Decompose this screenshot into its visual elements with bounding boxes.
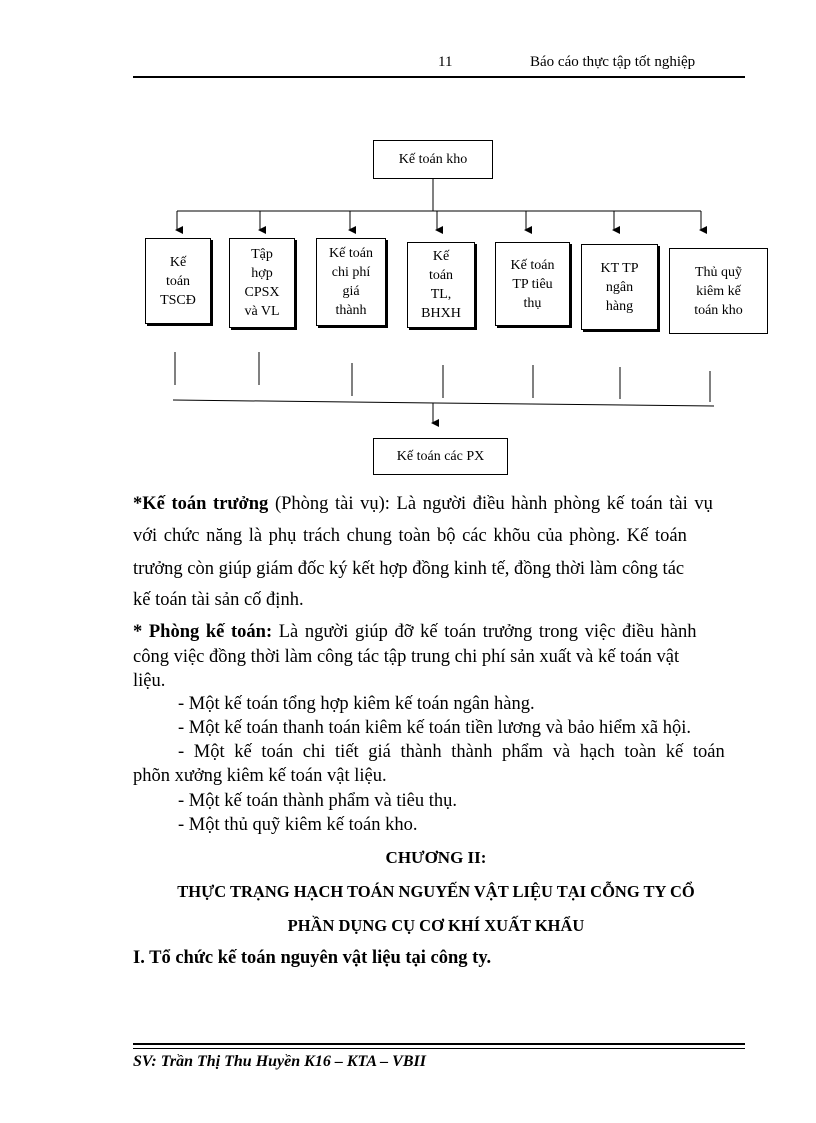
footer-rule-bottom	[133, 1048, 745, 1049]
box-ke-toan-chi-phi: Kế toán chi phí giá thành	[316, 238, 386, 326]
list-item: phõn xưởng kiêm kế toán vật liệu.	[133, 766, 387, 786]
list-item: - Một kế toán thành phẩm và tiêu thụ.	[178, 791, 457, 811]
para2-line1: * Phòng kế toán: Là người giúp đỡ kế toán trưởng trong việc điều hành	[133, 622, 697, 642]
box-ke-toan-tl-bhxh: Kế toán TL, BHXH	[407, 242, 475, 328]
list-item: - Một kế toán chi tiết giá thành thành phẩm và hạch toàn kế toán	[178, 742, 725, 762]
chapter-title-line1: THỰC TRẠNG HẠCH TOÁN NGUYẾN VẬT LIỆU TẠI CỖNG TY CỔ	[177, 882, 695, 901]
para1-line1: *Kế toán trưởng (Phòng tài vụ): Là người điều hành phòng kế toán tài vụ	[133, 494, 713, 514]
footer-rule-top	[133, 1043, 745, 1045]
box-ke-toan-tscd: Kế toán TSCĐ	[145, 238, 211, 324]
para1-line3: trưởng còn giúp giám đốc ký kết hợp đồng kinh tế, đồng thời làm công tác	[133, 559, 685, 579]
chapter-heading: CHƯƠNG II:	[385, 848, 487, 867]
box-ke-toan-cac-px: Kế toán các PX	[373, 438, 508, 475]
list-item: - Một thủ quỹ kiêm kế toán kho.	[178, 815, 418, 835]
box-tap-hop-cpsx: Tập hợp CPSX và VL	[229, 238, 295, 328]
para2-line3: liệu.	[133, 671, 166, 691]
chapter-title-line2: PHẦN DỤNG CỤ CƠ KHÍ XUẤT KHẨU	[287, 916, 585, 935]
header-title: Báo cáo thực tập tốt nghiệp	[530, 54, 696, 70]
box-thu-quy: Thủ quỹ kiêm kế toán kho	[669, 248, 768, 334]
page-number: 11	[438, 54, 453, 70]
para1-line2: với chức năng là phụ trách chung toàn bộ các khõu của phòng. Kế toán	[133, 526, 687, 546]
footer-text: SV: Trần Thị Thu Huyền K16 – KTA – VBII	[133, 1053, 426, 1070]
para1-line4: kế toán tài sản cố định.	[133, 590, 304, 610]
list-item: - Một kế toán thanh toán kiêm kế toán tiền lương và bảo hiểm xã hội.	[178, 718, 692, 738]
section-heading: I. Tổ chức kế toán nguyên vật liệu tại công ty.	[133, 948, 492, 968]
list-item: - Một kế toán tổng hợp kiêm kế toán ngân hàng.	[178, 694, 535, 714]
box-ke-toan-kho: Kế toán kho	[373, 140, 493, 179]
para2-line2: công việc đồng thời làm công tác tập trung chi phí sản xuất và kế toán vật	[133, 647, 680, 667]
box-kt-tp-ngan-hang: KT TP ngân hàng	[581, 244, 658, 330]
box-ke-toan-tp-tieu-thu: Kế toán TP tiêu thụ	[495, 242, 570, 326]
